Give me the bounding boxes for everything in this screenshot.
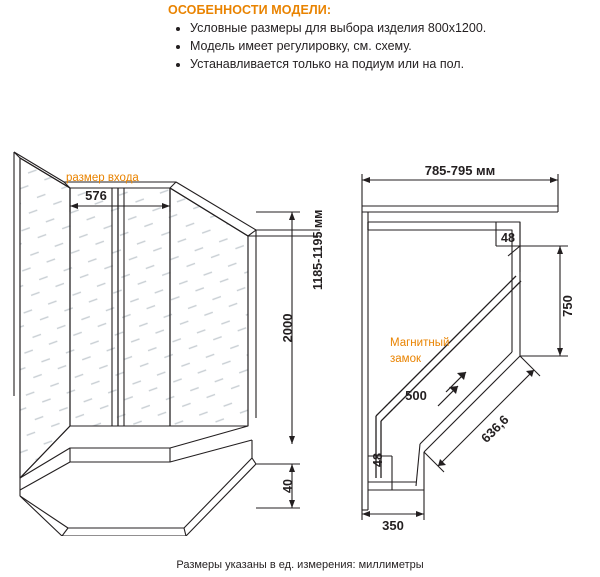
list-item: • Условные размеры для выбора изделия 800x1200. bbox=[190, 19, 588, 37]
dim-2000-text: 2000 bbox=[280, 313, 295, 343]
front-view-drawing bbox=[0, 96, 320, 536]
list-item: • Модель имеет регулировку, см. схему. bbox=[190, 37, 588, 55]
dim-48-bottom-text: 48 bbox=[371, 453, 385, 467]
dim-width-range-text: 785-795 мм bbox=[424, 163, 496, 178]
footer-note: Размеры указаны в ед. измерения: миллиметры bbox=[176, 559, 424, 571]
magnetic-lock-label-line2: замок bbox=[390, 353, 422, 365]
dim-636-text: 636,6 bbox=[478, 412, 512, 446]
dim-636 bbox=[424, 356, 540, 472]
shower-tray bbox=[20, 426, 256, 536]
list-item: • Устанавливается только на подиум или на пол. bbox=[190, 55, 588, 73]
door-panels bbox=[368, 222, 521, 478]
top-view-drawing bbox=[320, 160, 600, 550]
dim-350 bbox=[362, 490, 424, 520]
features-list bbox=[168, 19, 588, 73]
dim-40-text: 40 bbox=[281, 479, 295, 493]
features-block bbox=[168, 0, 588, 73]
features-title: ОСОБЕННОСТИ МОДЕЛИ: bbox=[168, 3, 332, 17]
dim-350-text: 350 bbox=[382, 518, 404, 533]
magnetic-lock-label-line1: Магнитный bbox=[390, 337, 450, 349]
dim-height-range-text: 1185-1195 мм bbox=[311, 209, 325, 290]
dim-576-text: 576 bbox=[85, 188, 107, 203]
dim-500-text: 500 bbox=[405, 388, 427, 403]
motion-arrows bbox=[438, 372, 466, 406]
dim-width-range bbox=[362, 174, 558, 206]
dim-48-top-text: 48 bbox=[501, 231, 515, 245]
entrance-label: размер входа bbox=[66, 172, 139, 184]
dim-750-text: 750 bbox=[560, 295, 575, 317]
dim-48-top bbox=[508, 246, 520, 256]
